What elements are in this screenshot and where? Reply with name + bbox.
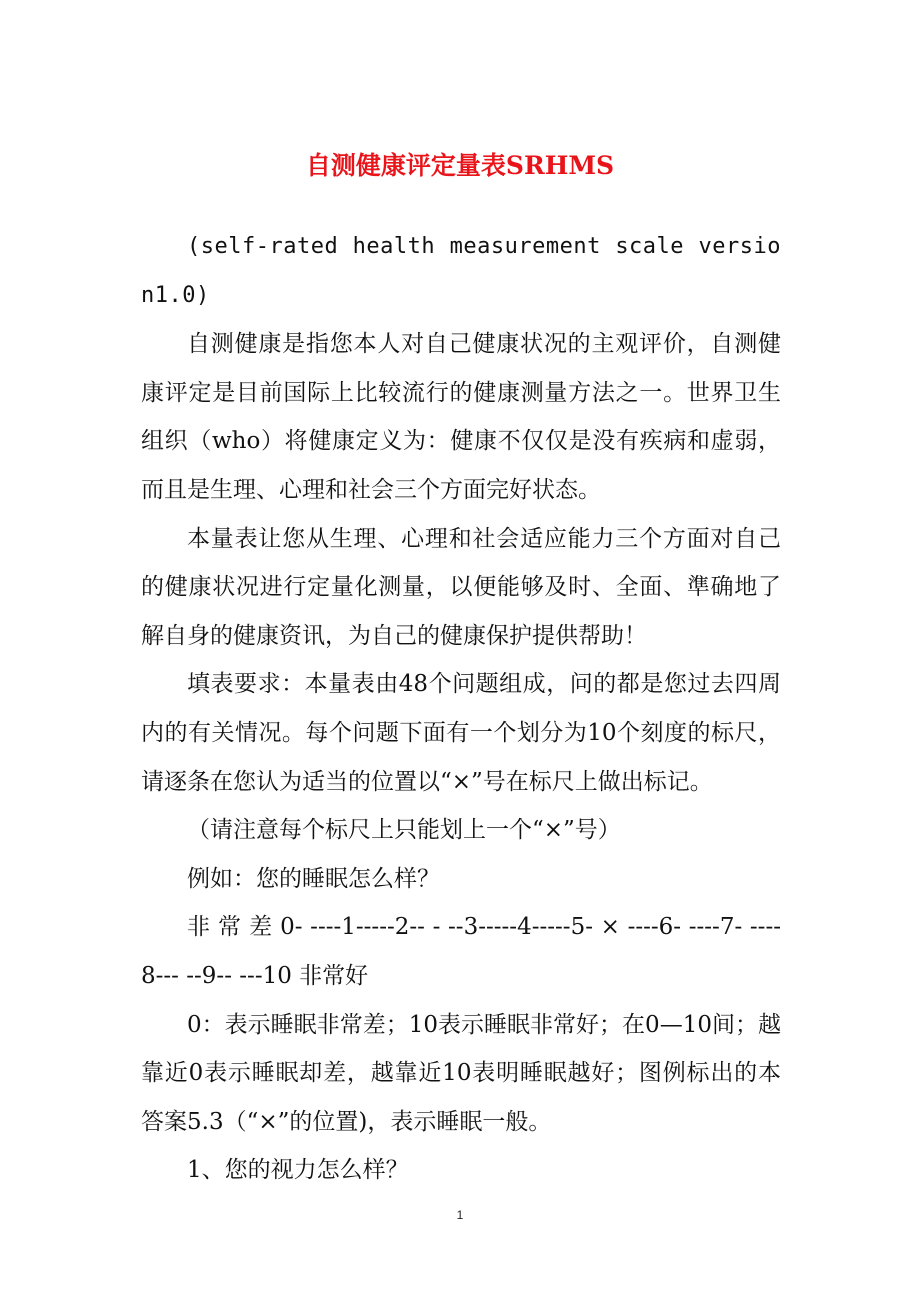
paragraph-instructions: 填表要求：本量表由48个问题组成，问的都是您过去四周内的有关情况。每个问题下面有一个划分为10个刻度的标尺，请逐条在您认为适当的位置以“×”号在标尺上做出标记。 [141,671,781,795]
paragraph-note: （请注意每个标尺上只能划上一个“×”号） [187,817,621,844]
document-title: 自测健康评定量表SRHMS [305,151,615,180]
document-body [141,223,781,1195]
paragraph-example-scale: 非 常 差 0- ----1-----2-- - --3-----4-----5- × ----6- ----7- ----8--- --9-- ---10 非常好 [141,914,781,989]
paragraph-scale-version: (self-rated health measurement scale version1.0) [141,234,781,308]
paragraph-example-explanation: 0：表示睡眠非常差；10表示睡眠非常好；在0—10间；越靠近0表示睡眠却差，越靠近10表明睡眠越好；图例标出的本答案5.3（“×”的位置)，表示睡眠一般。 [141,1011,781,1135]
paragraph-question-1: 1、您的视力怎么样？ [187,1157,409,1184]
paragraph-example-question: 例如：您的睡眠怎么样？ [187,865,440,892]
paragraph-purpose: 本量表让您从生理、心理和社会适应能力三个方面对自己的健康状况进行定量化测量，以便能够及时、全面、準确地了解自身的健康资讯，为自己的健康保护提供帮助！ [141,525,781,649]
page-number: 1 [456,1208,464,1222]
paragraph-definition: 自测健康是指您本人对自己健康状况的主观评价，自测健康评定是目前国际上比较流行的健康测量方法之一。世界卫生组织（who）将健康定义为：健康不仅仅是没有疾病和虚弱，而且是生理、心理和社会三个方面完好状态。 [141,331,781,503]
